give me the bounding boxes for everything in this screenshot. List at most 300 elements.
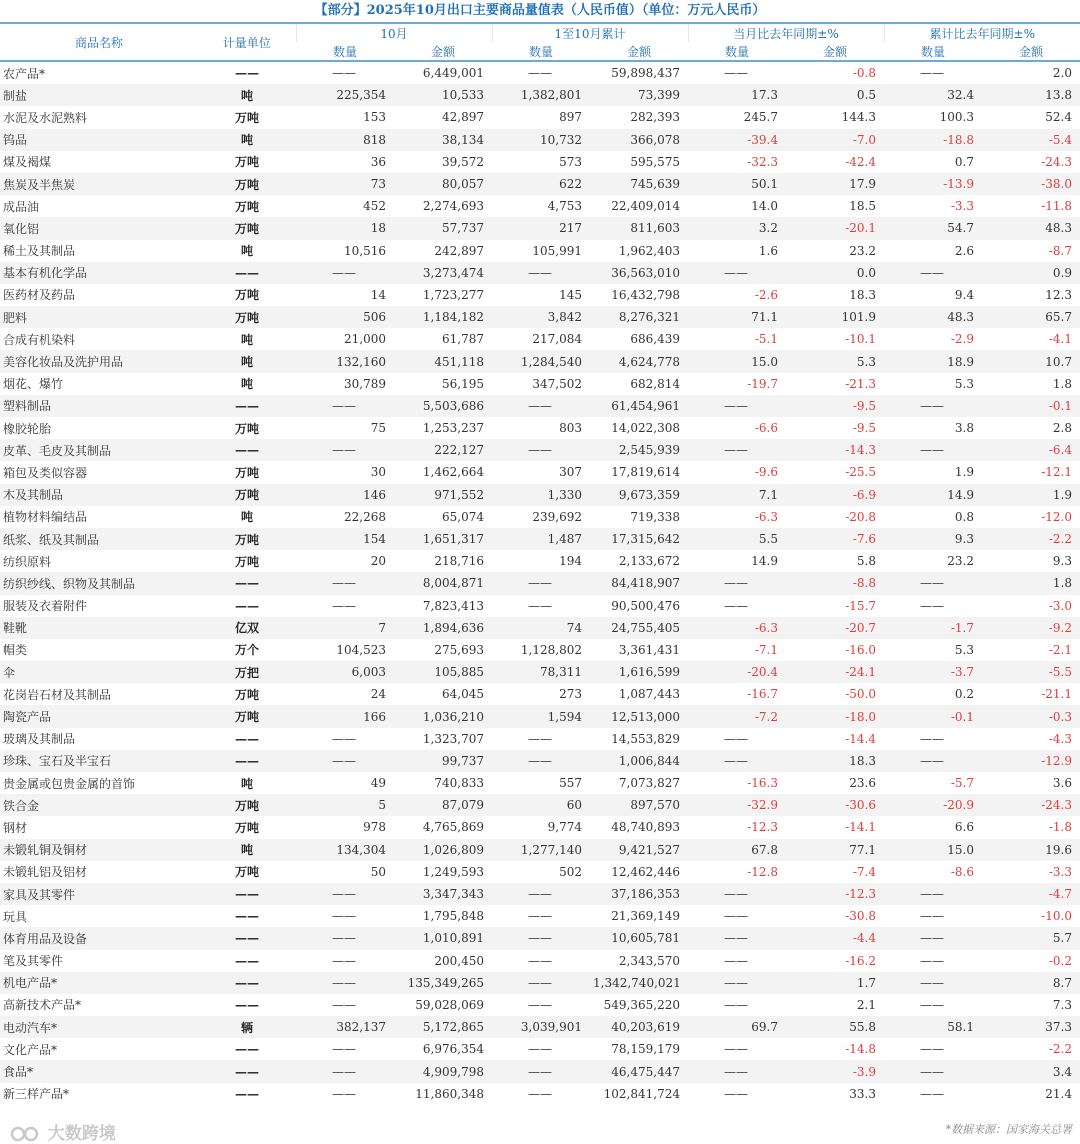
- commodity-name: 珍珠、宝石及半宝石: [0, 750, 198, 772]
- value-cell: 275,693: [434, 642, 484, 657]
- commodity-name: 水泥及水泥熟料: [3, 110, 88, 125]
- commodity-name: 基本有机化学品: [0, 262, 198, 284]
- value-cell: 9.3: [1052, 554, 1072, 569]
- value-cell: 12.3: [1045, 287, 1072, 302]
- value-cell: 6,976,354: [422, 1042, 484, 1057]
- value-cell: -4.1: [1048, 332, 1072, 347]
- value-cell: 8,276,321: [590, 306, 688, 328]
- value-cell: 11,860,348: [415, 1086, 484, 1101]
- value-cell: 14,022,308: [611, 421, 680, 436]
- unit-cell: 万吨: [198, 173, 296, 195]
- value-cell: 1,036,210: [394, 705, 492, 727]
- unit-cell: ——: [198, 572, 296, 594]
- value-cell: ——: [884, 439, 982, 461]
- value-cell: 1,010,891: [394, 927, 492, 949]
- value-cell: -3.7: [884, 661, 982, 683]
- value-cell: 17,315,642: [590, 528, 688, 550]
- value-cell: ——: [920, 731, 944, 746]
- value-cell: -2.1: [1048, 642, 1072, 657]
- commodity-name: 烟花、爆竹: [3, 377, 64, 392]
- value-cell: 48.3: [884, 306, 982, 328]
- value-cell: 39,572: [442, 154, 484, 169]
- value-cell: -18.8: [884, 129, 982, 151]
- value-cell: 1,382,801: [492, 84, 590, 106]
- header-group-month: 10月: [296, 23, 492, 42]
- table-row: [0, 84, 1080, 106]
- value-cell: 61,454,961: [590, 395, 688, 417]
- value-cell: 33.3: [849, 1086, 876, 1101]
- commodity-name: 贵金属或包贵金属的首饰: [3, 776, 136, 791]
- value-cell: ——: [332, 731, 356, 746]
- value-cell: ——: [492, 572, 590, 594]
- commodity-name: 高新技术产品*: [3, 998, 82, 1013]
- value-cell: ——: [688, 750, 786, 772]
- header-group-cumulative: 1至10月累计: [492, 23, 688, 42]
- unit-cell: 万吨: [234, 820, 259, 835]
- value-cell: 145: [559, 287, 582, 302]
- value-cell: -11.8: [1041, 199, 1072, 214]
- table-row: [0, 639, 1080, 661]
- value-cell: -39.4: [688, 129, 786, 151]
- value-cell: -0.8: [852, 66, 876, 81]
- value-cell: -6.4: [982, 439, 1080, 461]
- table-row: [0, 550, 1080, 572]
- value-cell: 1.8: [1052, 376, 1072, 391]
- unit-cell: ——: [235, 731, 259, 746]
- value-cell: -4.4: [786, 927, 884, 949]
- commodity-name: 玻璃及其制品: [3, 732, 76, 747]
- value-cell: 37,186,353: [590, 883, 688, 905]
- value-cell: 217: [492, 217, 590, 239]
- value-cell: ——: [884, 927, 982, 949]
- value-cell: -3.3: [1048, 864, 1072, 879]
- value-cell: 2,545,939: [590, 439, 688, 461]
- value-cell: 549,365,220: [603, 997, 680, 1012]
- value-cell: 4,909,798: [394, 1060, 492, 1082]
- value-cell: 15.0: [688, 350, 786, 372]
- value-cell: -10.1: [845, 332, 876, 347]
- commodity-name: 农产品*: [3, 66, 46, 81]
- value-cell: 452: [363, 199, 386, 214]
- value-cell: 14.0: [751, 199, 778, 214]
- value-cell: -18.0: [786, 705, 884, 727]
- value-cell: 21,369,149: [611, 909, 680, 924]
- value-cell: 54.7: [884, 217, 982, 239]
- value-cell: 23.2: [849, 243, 876, 258]
- unit-cell: ——: [198, 439, 296, 461]
- value-cell: 0.5: [786, 84, 884, 106]
- table-row: [0, 683, 1080, 705]
- value-cell: ——: [492, 927, 590, 949]
- unit-cell: ——: [198, 262, 296, 284]
- value-cell: -20.9: [884, 794, 982, 816]
- value-cell: -16.2: [845, 953, 876, 968]
- value-cell: -3.9: [786, 1060, 884, 1082]
- value-cell: 4,624,778: [590, 350, 688, 372]
- value-cell: 5,503,686: [394, 395, 492, 417]
- header-sub: 数量: [688, 42, 786, 61]
- value-cell: 105,991: [532, 243, 582, 258]
- value-cell: -6.9: [786, 484, 884, 506]
- commodity-name: 稀土及其制品: [3, 244, 76, 259]
- value-cell: 502: [559, 864, 582, 879]
- value-cell: ——: [688, 927, 786, 949]
- value-cell: 1,087,443: [618, 687, 680, 702]
- value-cell: 12,513,000: [590, 705, 688, 727]
- table-row: [0, 461, 1080, 483]
- value-cell: -0.1: [884, 705, 982, 727]
- value-cell: 7: [296, 617, 394, 639]
- value-cell: 102,841,724: [603, 1086, 680, 1101]
- unit-cell: ——: [198, 395, 296, 417]
- value-cell: ——: [296, 927, 394, 949]
- value-cell: -6.3: [754, 509, 778, 524]
- value-cell: -6.6: [754, 421, 778, 436]
- value-cell: ——: [492, 750, 590, 772]
- value-cell: 20: [370, 554, 386, 569]
- value-cell: 0.2: [954, 687, 974, 702]
- unit-cell: 亿双: [198, 617, 296, 639]
- value-cell: -2.6: [754, 287, 778, 302]
- value-cell: -2.2: [1048, 1042, 1072, 1057]
- value-cell: ——: [688, 262, 786, 284]
- value-cell: 5,172,865: [394, 1016, 492, 1038]
- header-sub: 金额: [982, 42, 1080, 61]
- value-cell: ——: [920, 909, 944, 924]
- value-cell: 686,439: [630, 332, 680, 347]
- value-cell: 101.9: [786, 306, 884, 328]
- value-cell: -14.3: [786, 439, 884, 461]
- value-cell: ——: [688, 1060, 786, 1082]
- commodity-name: 纺织纱线、织物及其制品: [0, 572, 198, 594]
- commodity-name: 未锻轧铜及铜材: [0, 839, 198, 861]
- value-cell: 12,462,446: [611, 864, 680, 879]
- value-cell: 3,361,431: [618, 642, 680, 657]
- value-cell: -13.9: [884, 173, 982, 195]
- value-cell: 19.6: [982, 839, 1080, 861]
- value-cell: 9.4: [954, 287, 974, 302]
- header-group-cumulative-yoy: 累计比去年同期±%: [884, 23, 1080, 42]
- value-cell: 1,894,636: [394, 617, 492, 639]
- value-cell: 48,740,893: [611, 820, 680, 835]
- header-sub: 数量: [492, 42, 590, 61]
- unit-cell: ——: [198, 1060, 296, 1082]
- value-cell: ——: [332, 598, 356, 613]
- value-cell: 347,502: [532, 376, 582, 391]
- value-cell: 1,330: [492, 484, 590, 506]
- unit-cell: 万吨: [198, 705, 296, 727]
- value-cell: -32.9: [688, 794, 786, 816]
- value-cell: 5: [296, 794, 394, 816]
- value-cell: 71.1: [688, 306, 786, 328]
- value-cell: 595,575: [630, 154, 680, 169]
- value-cell: 40,203,619: [590, 1016, 688, 1038]
- value-cell: -9.2: [982, 617, 1080, 639]
- value-cell: 21.4: [1045, 1086, 1072, 1101]
- value-cell: 225,354: [296, 84, 394, 106]
- value-cell: 15.0: [884, 839, 982, 861]
- unit-cell: ——: [198, 927, 296, 949]
- value-cell: 1,253,237: [422, 421, 484, 436]
- unit-cell: 万吨: [234, 110, 259, 125]
- value-cell: 9,774: [547, 820, 582, 835]
- unit-cell: 辆: [198, 1016, 296, 1038]
- value-cell: 59,028,069: [415, 997, 484, 1012]
- unit-cell: 吨: [240, 377, 253, 392]
- footer: [0, 1117, 1080, 1143]
- value-cell: ——: [920, 598, 944, 613]
- value-cell: 1,962,403: [618, 243, 680, 258]
- table-row: [0, 839, 1080, 861]
- value-cell: -1.8: [1048, 820, 1072, 835]
- unit-cell: 万吨: [234, 554, 259, 569]
- table-row: [0, 129, 1080, 151]
- commodity-name: 美容化妆品及洗护用品: [0, 350, 198, 372]
- value-cell: ——: [884, 1060, 982, 1082]
- value-cell: 10,516: [344, 243, 386, 258]
- value-cell: 282,393: [630, 110, 680, 125]
- unit-cell: ——: [235, 909, 259, 924]
- value-cell: 13.8: [982, 84, 1080, 106]
- header-sub: 金额: [590, 42, 688, 61]
- value-cell: 6,003: [296, 661, 394, 683]
- value-cell: 2.6: [954, 243, 974, 258]
- value-cell: 7.1: [688, 484, 786, 506]
- table-row: [0, 439, 1080, 461]
- unit-cell: 吨: [198, 839, 296, 861]
- value-cell: 9,421,527: [590, 839, 688, 861]
- value-cell: ——: [724, 1086, 748, 1101]
- table-row: [0, 861, 1080, 883]
- table-row: [0, 927, 1080, 949]
- value-cell: 5.8: [856, 554, 876, 569]
- value-cell: 217,084: [532, 332, 582, 347]
- value-cell: 10,605,781: [590, 927, 688, 949]
- value-cell: ——: [724, 997, 748, 1012]
- value-cell: 1,323,707: [422, 731, 484, 746]
- value-cell: ——: [296, 750, 394, 772]
- value-cell: 1.9: [982, 484, 1080, 506]
- commodity-name: 皮革、毛皮及其制品: [0, 439, 198, 461]
- value-cell: -50.0: [845, 687, 876, 702]
- commodity-name: 笔及其零件: [3, 954, 64, 969]
- value-cell: -38.0: [982, 173, 1080, 195]
- value-cell: 21,000: [344, 332, 386, 347]
- value-cell: 0.7: [954, 154, 974, 169]
- value-cell: -3.0: [1048, 598, 1072, 613]
- unit-cell: 万吨: [234, 199, 259, 214]
- table-row: [0, 284, 1080, 306]
- value-cell: -20.7: [786, 617, 884, 639]
- value-cell: ——: [688, 439, 786, 461]
- table-row: [0, 994, 1080, 1016]
- value-cell: 48.3: [982, 217, 1080, 239]
- table-row: [0, 195, 1080, 217]
- value-cell: -14.4: [845, 731, 876, 746]
- value-cell: ——: [884, 395, 982, 417]
- commodity-name: 文化产品*: [3, 1042, 58, 1057]
- commodity-name: 铁合金: [0, 794, 198, 816]
- unit-cell: 万吨: [198, 484, 296, 506]
- table-row: [0, 595, 1080, 617]
- value-cell: 557: [559, 776, 582, 791]
- value-cell: -7.6: [786, 528, 884, 550]
- value-cell: ——: [528, 1086, 552, 1101]
- value-cell: ——: [528, 997, 552, 1012]
- value-cell: -20.1: [786, 217, 884, 239]
- value-cell: 242,897: [434, 243, 484, 258]
- value-cell: 104,523: [336, 642, 386, 657]
- value-cell: 166: [296, 705, 394, 727]
- commodity-name: 木及其制品: [0, 484, 198, 506]
- logo-text: 大数跨境: [47, 1124, 116, 1144]
- unit-cell: 万吨: [198, 306, 296, 328]
- value-cell: -14.8: [845, 1042, 876, 1057]
- value-cell: -4.7: [982, 883, 1080, 905]
- value-cell: 451,118: [394, 350, 492, 372]
- value-cell: -0.3: [982, 705, 1080, 727]
- value-cell: -2.2: [982, 528, 1080, 550]
- value-cell: -4.3: [1048, 731, 1072, 746]
- value-cell: 16,432,798: [611, 287, 680, 302]
- value-cell: 897,570: [590, 794, 688, 816]
- value-cell: 146: [296, 484, 394, 506]
- value-cell: ——: [724, 1042, 748, 1057]
- value-cell: 273: [559, 687, 582, 702]
- table-row: [0, 572, 1080, 594]
- table-row: [0, 506, 1080, 528]
- header-sub: 金额: [786, 42, 884, 61]
- unit-cell: ——: [235, 598, 259, 613]
- value-cell: ——: [724, 909, 748, 924]
- value-cell: -7.2: [688, 705, 786, 727]
- unit-cell: 万吨: [234, 288, 259, 303]
- logo-icon: [10, 1125, 42, 1143]
- value-cell: 3,273,474: [394, 262, 492, 284]
- commodity-name: 食品*: [0, 1060, 198, 1082]
- header-name: 商品名称: [0, 23, 198, 61]
- value-cell: 69.7: [688, 1016, 786, 1038]
- unit-cell: ——: [235, 1042, 259, 1057]
- table-row: [0, 417, 1080, 439]
- value-cell: ——: [492, 439, 590, 461]
- value-cell: 1,026,809: [394, 839, 492, 861]
- commodity-name: 服装及衣着附件: [3, 599, 88, 614]
- value-cell: -19.7: [747, 376, 778, 391]
- table-row: [0, 151, 1080, 173]
- table-row: [0, 794, 1080, 816]
- value-cell: -2.9: [950, 332, 974, 347]
- value-cell: 745,639: [590, 173, 688, 195]
- value-cell: 10,533: [394, 84, 492, 106]
- commodity-name: 肥料: [0, 306, 198, 328]
- unit-cell: 万吨: [198, 217, 296, 239]
- table-row: [0, 950, 1080, 972]
- value-cell: ——: [296, 972, 394, 994]
- value-cell: 64,045: [442, 687, 484, 702]
- value-cell: 3,039,901: [492, 1016, 590, 1038]
- value-cell: -16.7: [747, 687, 778, 702]
- value-cell: 222,127: [394, 439, 492, 461]
- table-row: [0, 306, 1080, 328]
- value-cell: -14.1: [845, 820, 876, 835]
- value-cell: 194: [559, 554, 582, 569]
- value-cell: 1,723,277: [422, 287, 484, 302]
- table-body: [0, 61, 1080, 1105]
- value-cell: -12.3: [786, 883, 884, 905]
- value-cell: 57,737: [394, 217, 492, 239]
- value-cell: 971,552: [394, 484, 492, 506]
- unit-cell: 吨: [198, 350, 296, 372]
- value-cell: 622: [492, 173, 590, 195]
- table-row: [0, 772, 1080, 794]
- value-cell: 4,753: [547, 199, 582, 214]
- value-cell: -8.6: [950, 864, 974, 879]
- commodity-name: 医药材及药品: [3, 288, 76, 303]
- value-cell: -20.8: [845, 509, 876, 524]
- value-cell: 65.7: [982, 306, 1080, 328]
- value-cell: 38,134: [394, 129, 492, 151]
- value-cell: 42,897: [442, 110, 484, 125]
- value-cell: -21.3: [845, 376, 876, 391]
- commodity-name: 氧化铝: [0, 217, 198, 239]
- value-cell: 978: [363, 820, 386, 835]
- value-cell: 573: [559, 154, 582, 169]
- value-cell: 3.6: [1052, 776, 1072, 791]
- value-cell: -24.3: [1041, 154, 1072, 169]
- value-cell: 3,842: [492, 306, 590, 328]
- value-cell: 1,795,848: [422, 909, 484, 924]
- value-cell: ——: [884, 883, 982, 905]
- value-cell: 134,304: [296, 839, 394, 861]
- table-row: [0, 750, 1080, 772]
- value-cell: 154: [296, 528, 394, 550]
- value-cell: ——: [332, 997, 356, 1012]
- value-cell: 30,789: [344, 376, 386, 391]
- value-cell: 10,732: [492, 129, 590, 151]
- value-cell: 5.5: [688, 528, 786, 550]
- table-row: [0, 1060, 1080, 1082]
- value-cell: 8.7: [982, 972, 1080, 994]
- unit-cell: 万把: [198, 661, 296, 683]
- value-cell: ——: [332, 1042, 356, 1057]
- unit-cell: 万吨: [234, 687, 259, 702]
- header-group-month-yoy: 当月比去年同期±%: [688, 23, 884, 42]
- table-title: 【部分】2025年10月出口主要商品量值表（人民币值）（单位：万元人民币）: [314, 3, 766, 18]
- value-cell: ——: [920, 997, 944, 1012]
- value-cell: 49: [370, 776, 386, 791]
- value-cell: 78,159,179: [611, 1042, 680, 1057]
- unit-cell: ——: [235, 997, 259, 1012]
- commodity-name: 钨品: [0, 129, 198, 151]
- value-cell: 245.7: [743, 110, 778, 125]
- table-row: [0, 1038, 1080, 1060]
- value-cell: ——: [724, 731, 748, 746]
- value-cell: 1,284,540: [492, 350, 590, 372]
- value-cell: ——: [492, 883, 590, 905]
- value-cell: -30.8: [845, 909, 876, 924]
- value-cell: 6.6: [954, 820, 974, 835]
- value-cell: 1,184,182: [394, 306, 492, 328]
- value-cell: 1,006,844: [590, 750, 688, 772]
- value-cell: 1.9: [954, 465, 974, 480]
- value-cell: 5.7: [982, 927, 1080, 949]
- value-cell: 100.3: [939, 110, 974, 125]
- value-cell: 99,737: [394, 750, 492, 772]
- header-sub: 数量: [296, 42, 394, 61]
- value-cell: -12.1: [1041, 465, 1072, 480]
- value-cell: 1.7: [786, 972, 884, 994]
